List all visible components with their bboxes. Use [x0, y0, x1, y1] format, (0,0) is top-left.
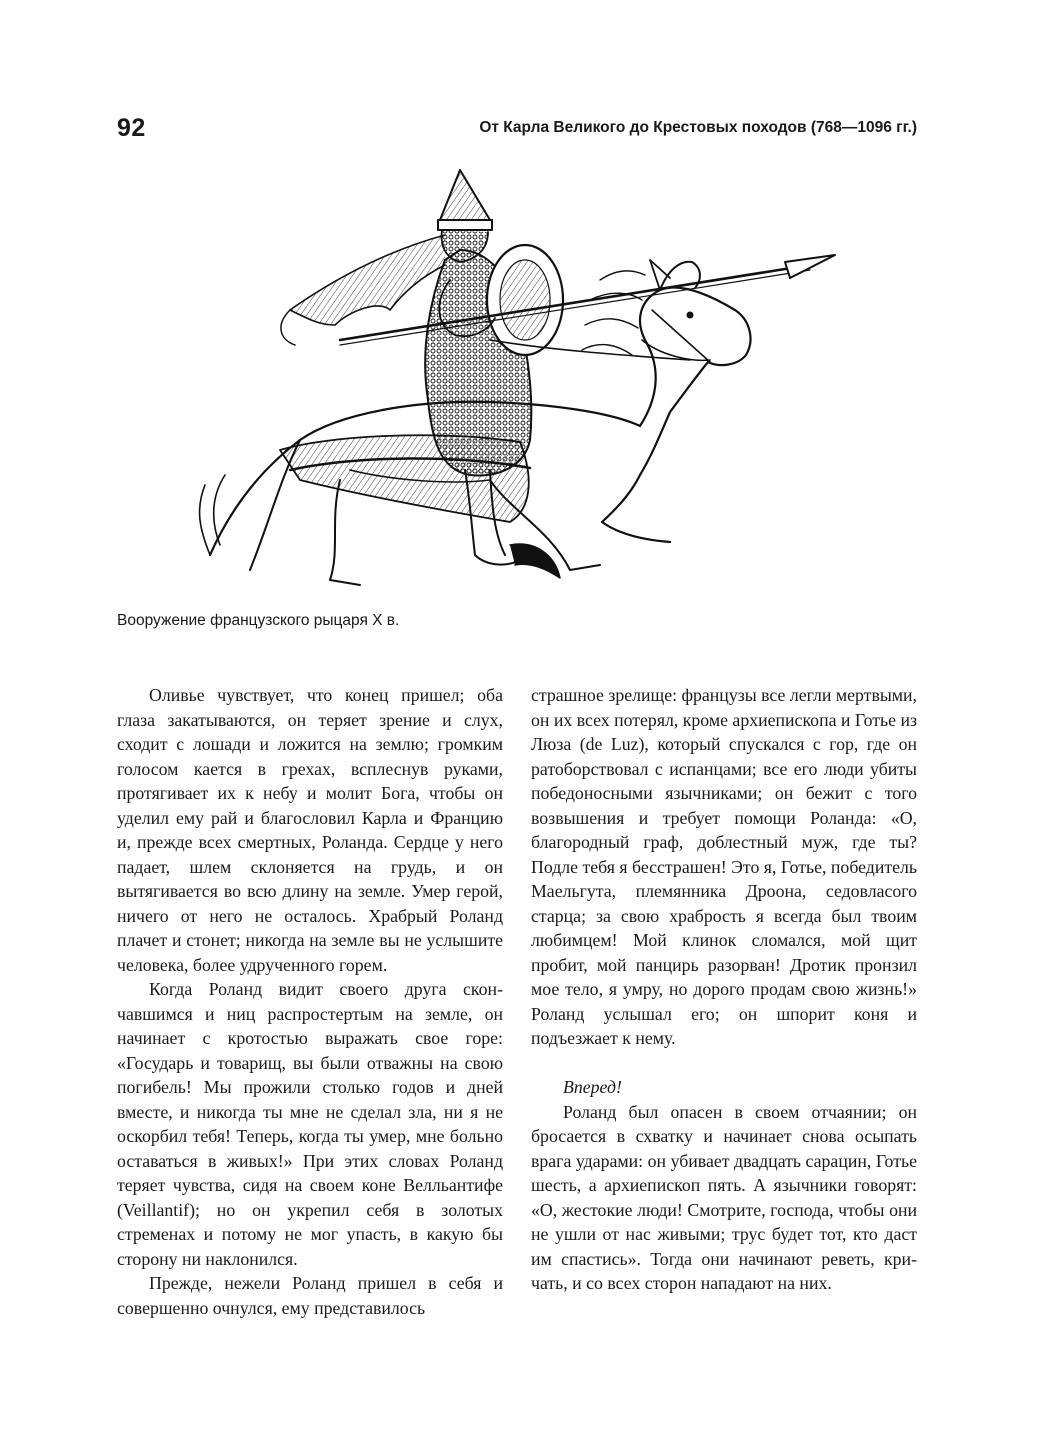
paragraph: Прежде, нежели Роланд пришел в себя и совершенно очнулся, ему представилось [117, 1273, 503, 1318]
section-subheading: Вперед! [563, 1077, 622, 1097]
paragraph: страшное зрелище: французы все легли мертвыми, он их всех потерял, кроме архиепископа и Готье из Люза (de Luz), который спускался с гор, где он ратоборствовал с испанцами; все его люди убиты победоносными язычниками; он бежит с того возвышения и требует помощи Роланда: «О, благородный граф, доблестный муж, где ты? Подле тебя я бесстрашен! Это я, Готье, победитель Маельгута, племянника Дроона, седовласого старца; за свою храбрость я всегда был твоим любимцем! Мой клинок сломался, мой щит пробит, мой панцирь разорван! Дротик пронзил мое тело, я умру, но дорого продам свою жизнь!» Роланд услышал его; он шпорит коня и подъезжает к нему. [531, 685, 918, 1048]
lance-tip [785, 255, 835, 278]
pennon [290, 235, 445, 325]
paragraph: Оливье чувствует, что конец пришел; оба глаза закатываются, он теряет зрение и слух, сходит с лошади и ложится на землю; громким голосом кается в грехах, всплеснув руками, протягивает их к небу и молит Бога, чтобы он уделил ему рай и благословил Карла и Францию и, прежде всех смертных, Роланда. Сердце у него падает, шлем склоняется на грудь, и он вытягивается во всю длину на земле. Умер герой, ничего от него не осталось. Храбрый Роланд плачет и стонет; никогда на земле вы не услышите человека, более удрученного горем. [117, 685, 503, 975]
knight-illustration [190, 150, 860, 600]
paragraph: Когда Роланд видит своего друга скончавшимся и ниц распростертым на земле, он начинает с кротостью выражать свое горе: «Государь и товарищ, вы были отважны на свою погибель! Мы прожили столько годов и дней вместе, и никогда ты мне не сделал зла, ни я не оскорбил тебя! Теперь, когда ты умер, мне больно оставаться в живых!» При этих словах Роланд теряет чувства, сидя на своем коне Велльантифе (Veillantif); но он укрепил себя в золотых стременах и потому не мог упасть, в какую бы сторону ни наклонился. [117, 979, 503, 1269]
page-number: 92 [117, 114, 146, 142]
left-column [117, 683, 503, 1320]
paragraph: Роланд был опасен в своем отчаянии; он бросается в схватку и начинает снова осыпать врага ударами: он убивает двадцать сарацин, Готье шесть, а архиепископ пять. А язычники говорят: «О, жестокие люди! Смотрите, господа, чтобы они не ушли от нас живыми; трус будет тот, кто даст им спастись». Тогда они начинают реветь, кричать, и со всех сторон нападают на них. [531, 1101, 917, 1293]
figure-caption: Вооружение французского рыцаря X в. [117, 612, 400, 629]
running-title: От Карла Великого до Крестовых походов (768—1096 гг.) [479, 119, 917, 136]
helmet [440, 170, 490, 220]
right-column [531, 683, 917, 1296]
